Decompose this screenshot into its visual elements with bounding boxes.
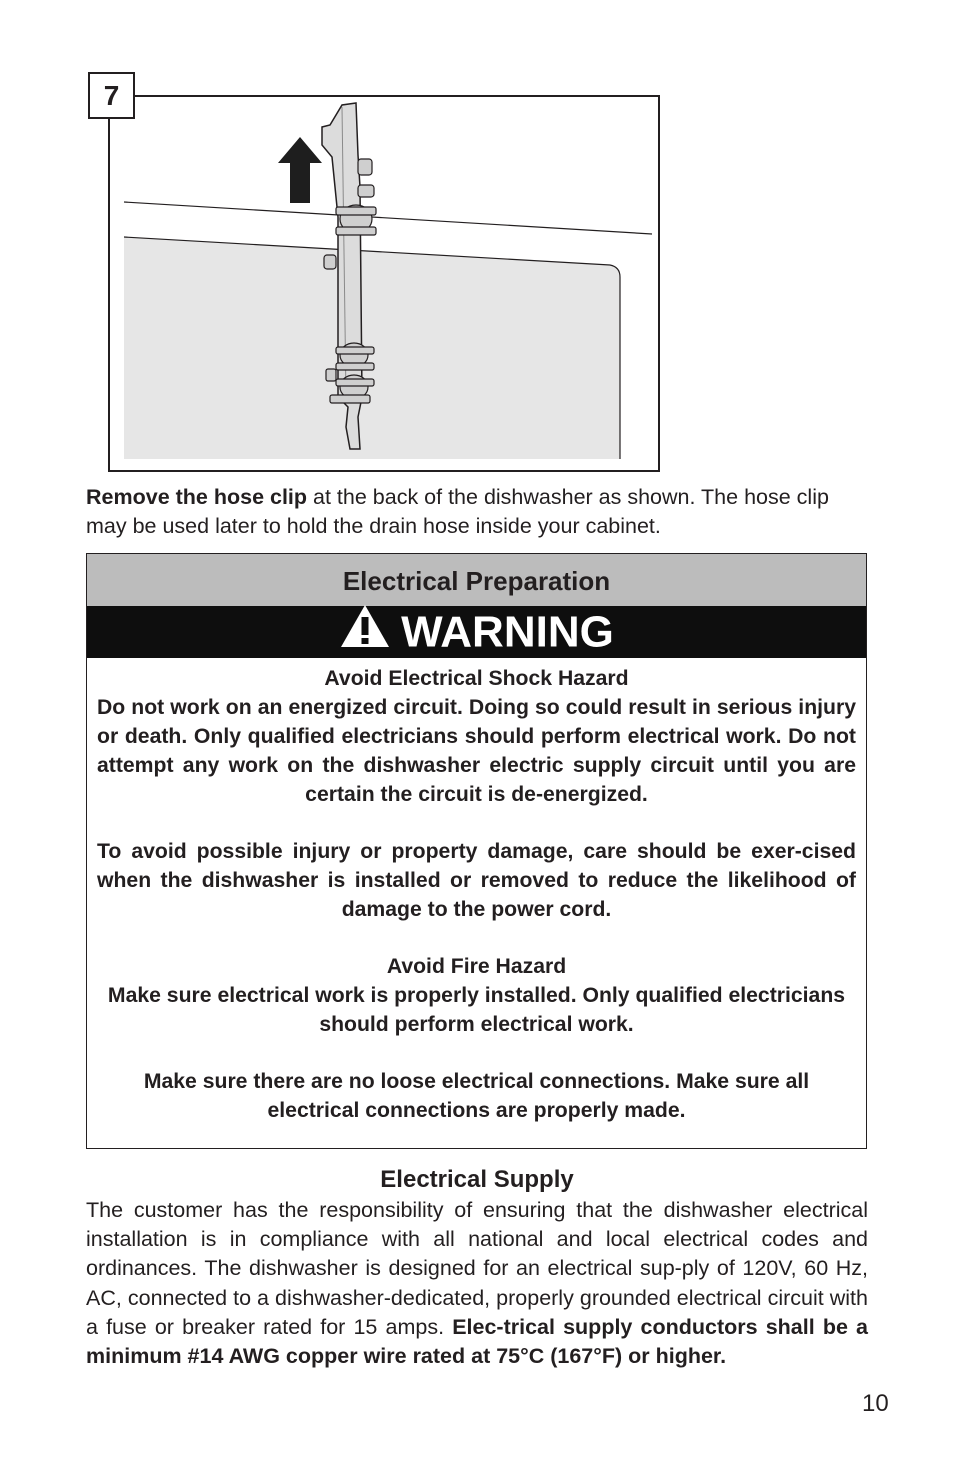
supply-paragraph: The customer has the responsibility of ensuring that the dishwasher electrical installation is in compliance with all national and local electrical codes and ordinances. The dishwasher is designed for an electrical sup-ply of 120V, 60 Hz, AC, connected to a dishwasher-dedicated, properly grounded electrical circuit with a fuse or breaker rated for 15 amps. [86,1198,868,1339]
signal-word: WARNING [401,607,614,657]
warning-body [87,658,866,1125]
supply-text [86,1196,868,1371]
shock-hazard-title: Avoid Electrical Shock Hazard [324,667,629,690]
figure-hose-clip [108,95,660,472]
instruction-lead: Remove the hose clip [86,485,308,509]
hose-clip-illustration [110,97,662,474]
warning-triangle-icon [339,603,391,661]
warning-box [86,553,867,1149]
section-title: Electrical Preparation [87,554,866,606]
instruction-text: at the back of the dishwasher as shown. The hose clip may be used later to hold the drain hose inside your cabinet. [86,485,829,538]
page-number: 10 [862,1390,889,1417]
power-cord-text: To avoid possible injury or property damage, care should be exer-cised when the dishwasher is installed or removed to reduce the likelihood of damage to the power cord. [97,840,856,921]
fire-hazard-text: Make sure electrical work is properly installed. Only qualified electricians should perform electrical work. [107,984,846,1036]
fire-hazard-title: Avoid Fire Hazard [386,955,567,978]
step-number: 7 [88,72,135,119]
arrow-up-icon [278,137,322,203]
supply-requirement: Elec-trical supply conductors shall be a minimum #14 AWG copper wire rated at 75°C (167°F) or higher. [86,1314,868,1369]
hose-clip-instruction [86,483,868,541]
connections-text: Make sure there are no loose electrical connections. Make sure all electrical connections are properly made. [143,1070,810,1122]
supply-title: Electrical Supply [380,1166,574,1193]
shock-hazard-text: Do not work on an energized circuit. Doing so could result in serious injury or death. Only qualified electricians should perform electrical work. Do not attempt any work on the dishwasher electric supply circuit until you are certain the circuit is de-energized. [97,696,856,806]
warning-banner [87,606,866,658]
